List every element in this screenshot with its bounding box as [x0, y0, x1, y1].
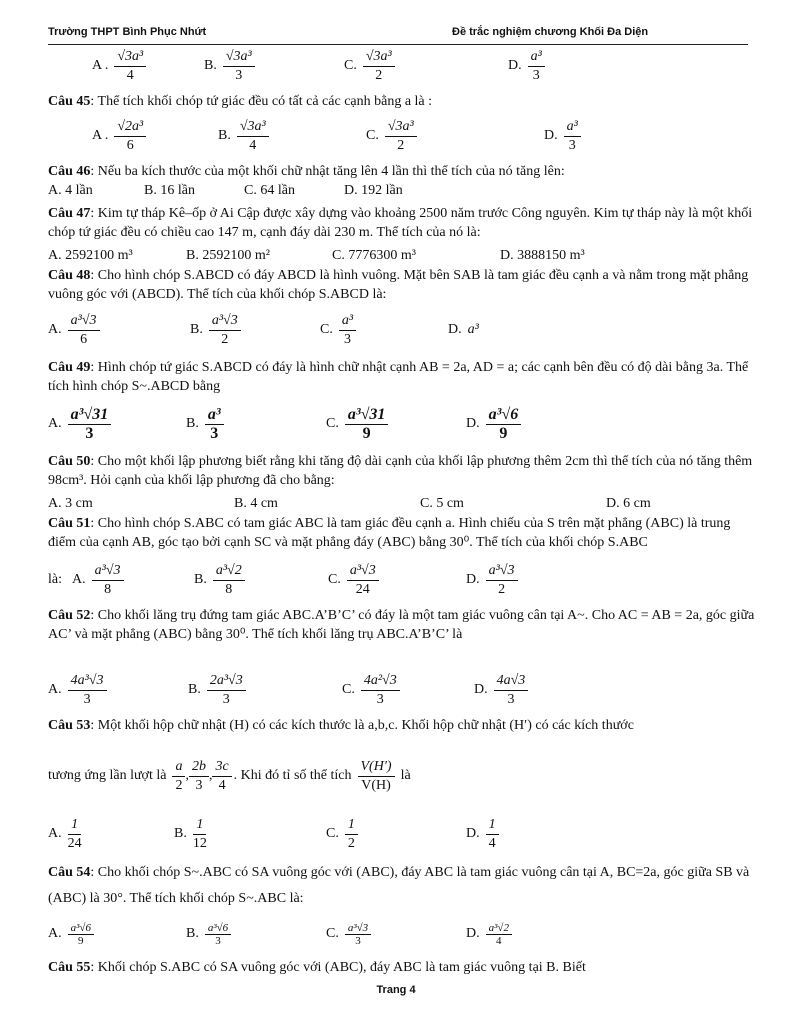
option-d: D. 6 cm	[606, 496, 651, 511]
option-b: B. 2592100 m²	[186, 248, 270, 263]
options-q53	[48, 812, 758, 856]
options-q52	[48, 668, 758, 712]
options-q45	[48, 114, 758, 158]
option-b: B. $\frac{\text{a³√6}}{3}$	[186, 914, 231, 954]
option-d: D. $\frac{\text{a³}}{3}$	[508, 44, 545, 88]
page-number: Trang 4	[376, 984, 416, 996]
option-d: D. 3888150 m³	[500, 248, 585, 263]
option-c: C. 7776300 m³	[332, 248, 416, 263]
option-a: A. $\frac{\text{a³√3}}{6}$	[48, 308, 100, 352]
option-a: A. $\frac{\text{a³√6}}{9}$	[48, 914, 94, 954]
option-b: B. $\frac{\text{a³}}{3}$	[186, 402, 224, 446]
option-c: C. $\frac{\text{4a²√3}}{3}$	[342, 668, 400, 712]
option-c: C. $\frac{1}{2}$	[326, 812, 358, 856]
option-a: A . $\frac{\text{√3a³}}{4}$	[92, 44, 146, 88]
question-53: Câu 53: Một khối hộp chữ nhật (H) có các kích thước là a,b,c. Khối hộp chữ nhật (H′) có các kích thước	[48, 718, 634, 733]
ratio-expression: tương ứng lần lượt là $\frac{a}{2}$ , $\frac{2b}{3}$ , $\frac{3c}{4}$ . Khi đó tỉ số thể tích $\frac{V(H')}{V(H)}$ là	[48, 758, 411, 793]
option-d: D. $\frac{4a√3}{3}$	[474, 668, 528, 712]
question-54: Câu 54: Cho khối chóp S~.ABC có SA vuông góc với (ABC), đáy ABC là tam giác vuông cân tại A, BC=2a, góc giữa SB và (ABC) là 30°. Thể tích khối chóp S~.ABC là:	[48, 865, 750, 906]
option-b: B. 4 cm	[234, 496, 278, 511]
option-c: C. $\frac{\text{a³√3}}{24}$	[328, 558, 379, 602]
option-b: B. $\frac{\text{2a³√3}}{3}$	[188, 668, 246, 712]
question-45: Câu 45: Thể tích khối chóp tứ giác đều có tất cả các cạnh bằng a là :	[48, 94, 433, 109]
options-prev-question	[48, 44, 758, 88]
options-q51	[48, 558, 758, 602]
options-q49	[48, 402, 758, 446]
option-a: A. 4 lần	[48, 183, 93, 198]
option-c: C. 64 lần	[244, 183, 295, 198]
option-c: C. $\frac{\text{a³√3}}{3}$	[326, 914, 371, 954]
option-c: C. $\frac{\text{a³√31}}{9}$	[326, 402, 388, 446]
option-b: B. $\frac{\text{a³√2}}{8}$	[194, 558, 245, 602]
option-a: A. 2592100 m³	[48, 248, 133, 263]
option-lead: là:	[48, 572, 62, 587]
option-d: D. 192 lần	[344, 183, 403, 198]
question-50: Câu 50: Cho một khối lập phương biết rằng khi tăng độ dài cạnh của khối lập phương thêm 2cm thì thể tích của nó tăng thêm 98cm³. Hỏi cạnh của khối lập phương đã cho bằng:	[48, 454, 753, 488]
option-b: B. $\frac{1}{12}$	[174, 816, 207, 851]
option-a: A. $\frac{1}{24}$	[48, 816, 82, 851]
option-b: B. $\frac{\text{√3a³}}{4}$	[218, 114, 269, 158]
page-header	[48, 24, 748, 45]
option-b: B. $\frac{\text{a³√3}}{2}$	[190, 308, 241, 352]
option-d: D. $\frac{\text{a³}}{3}$	[544, 114, 581, 158]
option-c: C. $\frac{\text{√3a³}}{2}$	[344, 44, 395, 88]
option-c: C. $\frac{\text{√3a³}}{2}$	[366, 114, 417, 158]
option-c: C. 5 cm	[420, 496, 464, 511]
question-48: Câu 48: Cho hình chóp S.ABCD có đáy ABCD là hình vuông. Mặt bên SAB là tam giác đều cạnh a và nằm trong mặt phẳng vuông góc với (ABCD). Thể tích của khối chóp S.ABCD là:	[48, 268, 749, 302]
option-c: C. $\frac{\text{a³}}{3}$	[320, 308, 356, 352]
question-49: Câu 49: Hình chóp tứ giác S.ABCD có đáy là hình chữ nhật cạnh AB = 2a, AD = a; các cạnh bên đều có độ dài bằng 3a. Thể tích hình chóp S~.ABCD bằng	[48, 360, 749, 394]
option-d: D. $\frac{\text{a³√2}}{4}$	[466, 914, 512, 954]
question-51: Câu 51: Cho hình chóp S.ABC có tam giác ABC là tam giác đều cạnh a. Hình chiếu của S trên mặt phẳng (ABC) là trung điểm của cạnh AB, góc tạo bởi cạnh SC và mặt phẳng đáy (ABC) bằng 30⁰. Thể tích của khối chóp S.ABC	[48, 516, 731, 550]
option-d: D. $\frac{\text{a³√3}}{2}$	[466, 558, 518, 602]
option-b: B. $\frac{\text{√3a³}}{3}$	[204, 44, 255, 88]
option-d: D. $\frac{1}{4}$	[466, 812, 499, 856]
option-a: A. $\frac{\text{4a³√3}}{3}$	[48, 668, 107, 712]
option-d: D. $\frac{\text{a³√6}}{9}$	[466, 402, 521, 446]
question-47: Câu 47: Kim tự tháp Kê–ốp ở Ai Cập được xây dựng vào khoảng 2500 năm trước Công nguyên. Kim tự tháp này là một khối chóp tứ giác đều có chiều cao 147 m, cạnh đáy dài 230 m. Thể tích của nó là:	[48, 206, 753, 240]
option-b: B. 16 lần	[144, 183, 195, 198]
option-a: A . $\frac{\text{√2a³}}{6}$	[92, 114, 146, 158]
option-a: A. $\frac{\text{a³√31}}{3}$	[48, 402, 111, 446]
options-q54	[48, 914, 758, 954]
question-46: Câu 46: Nếu ba kích thước của một khối chữ nhật tăng lên 4 lần thì thể tích của nó tăng lên:	[48, 164, 565, 179]
question-52: Câu 52: Cho khối lăng trụ đứng tam giác ABC.A’B’C’ có đáy là một tam giác vuông cân tại A~. Cho AC = AB = 2a, góc giữa AC’ và mặt phẳng (ABC) bằng 30⁰. Thể tích khối lăng trụ ABC.A’B’C’ là	[48, 608, 755, 642]
question-55: Câu 55: Khối chóp S.ABC có SA vuông góc với (ABC), đáy ABC là tam giác vuông tại B. Biết	[48, 960, 586, 975]
question-53-line2	[48, 752, 758, 800]
school-name: Trường THPT Bình Phục Nhứt	[48, 26, 207, 38]
option-a: A. 3 cm	[48, 496, 93, 511]
exam-title: Đề trắc nghiệm chương Khối Đa Diện	[452, 26, 649, 38]
options-q48	[48, 308, 758, 352]
option-d: D. a³	[448, 322, 479, 337]
option-a: A. $\frac{\text{a³√3}}{8}$	[72, 558, 124, 602]
